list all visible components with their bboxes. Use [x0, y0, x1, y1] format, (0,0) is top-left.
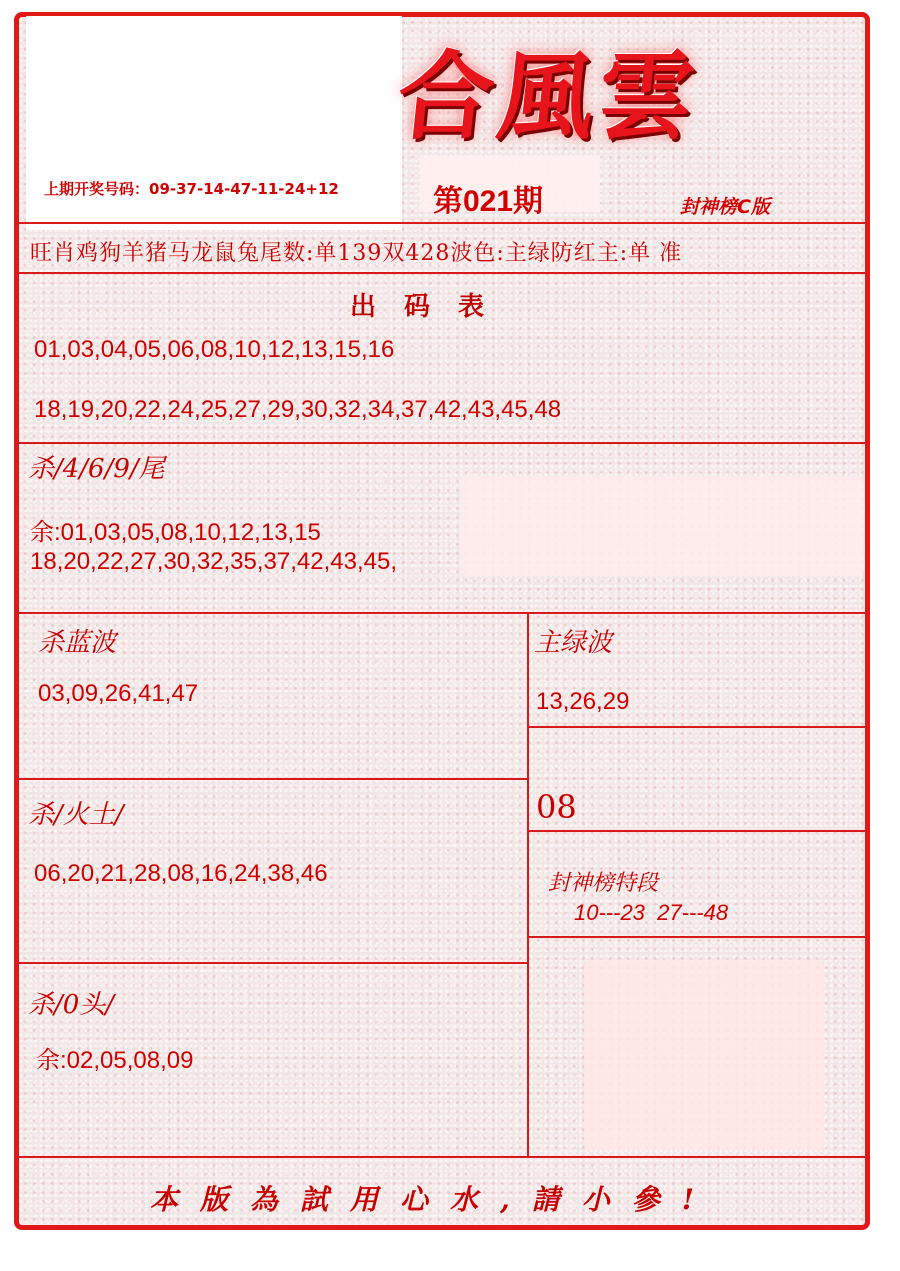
code-table-title: 出码表: [350, 292, 513, 322]
issue-number: 第021期: [433, 185, 544, 218]
last-draw-label: 上期开奖号码：: [44, 180, 150, 198]
kill-zero-head-label: 杀/0头/: [28, 990, 115, 1020]
divider: [19, 442, 865, 444]
last-draw-numbers: 09-37-14-47-11-24+12: [149, 180, 339, 198]
special-label: 封神榜特段: [548, 871, 659, 896]
divider: [19, 778, 529, 780]
divider: [19, 612, 865, 614]
divider: [529, 830, 865, 832]
logo-title: 合風雲: [392, 40, 704, 153]
kill-zero-head-numbers: 余:02,05,08,09: [36, 1047, 194, 1074]
single-number: 08: [536, 788, 577, 826]
kill-fire-earth-numbers: 06,20,21,28,08,16,24,38,46: [34, 860, 328, 887]
edition-label: 封神榜C版: [680, 196, 770, 218]
kill-blue-label: 杀蓝波: [38, 628, 117, 658]
divider: [19, 272, 865, 274]
main-green-numbers: 13,26,29: [536, 688, 630, 715]
kill-tail-label: 杀/4/6/9/尾: [28, 454, 165, 484]
footer-note: 本版為試用心水,請小參!: [150, 1183, 717, 1216]
special-ranges: 10---23 27---48: [574, 900, 729, 925]
kill-tail-line: 余:01,03,05,08,10,12,13,15: [30, 519, 321, 546]
divider: [529, 936, 865, 938]
divider: [19, 962, 529, 964]
kill-fire-earth-label: 杀/火土/: [28, 800, 124, 830]
kill-tail-line: 18,20,22,27,30,32,35,37,42,43,45,: [30, 548, 397, 575]
code-table-line: 18,19,20,22,24,25,27,29,30,32,34,37,42,43,45,48: [34, 396, 562, 423]
divider: [19, 1156, 865, 1158]
redacted-area: [584, 960, 824, 1150]
kill-blue-numbers: 03,09,26,41,47: [38, 680, 199, 707]
tips-line: 旺肖鸡狗羊猪马龙鼠兔尾数:单139双428波色:主绿防红主:单 准: [30, 241, 683, 266]
divider: [529, 726, 865, 728]
last-draw-result: [44, 178, 339, 199]
divider: [527, 612, 529, 1158]
redacted-area: [460, 476, 864, 576]
code-table-line: 01,03,04,05,06,08,10,12,13,15,16: [34, 336, 395, 363]
divider: [19, 222, 865, 224]
main-green-label: 主绿波: [534, 628, 613, 658]
